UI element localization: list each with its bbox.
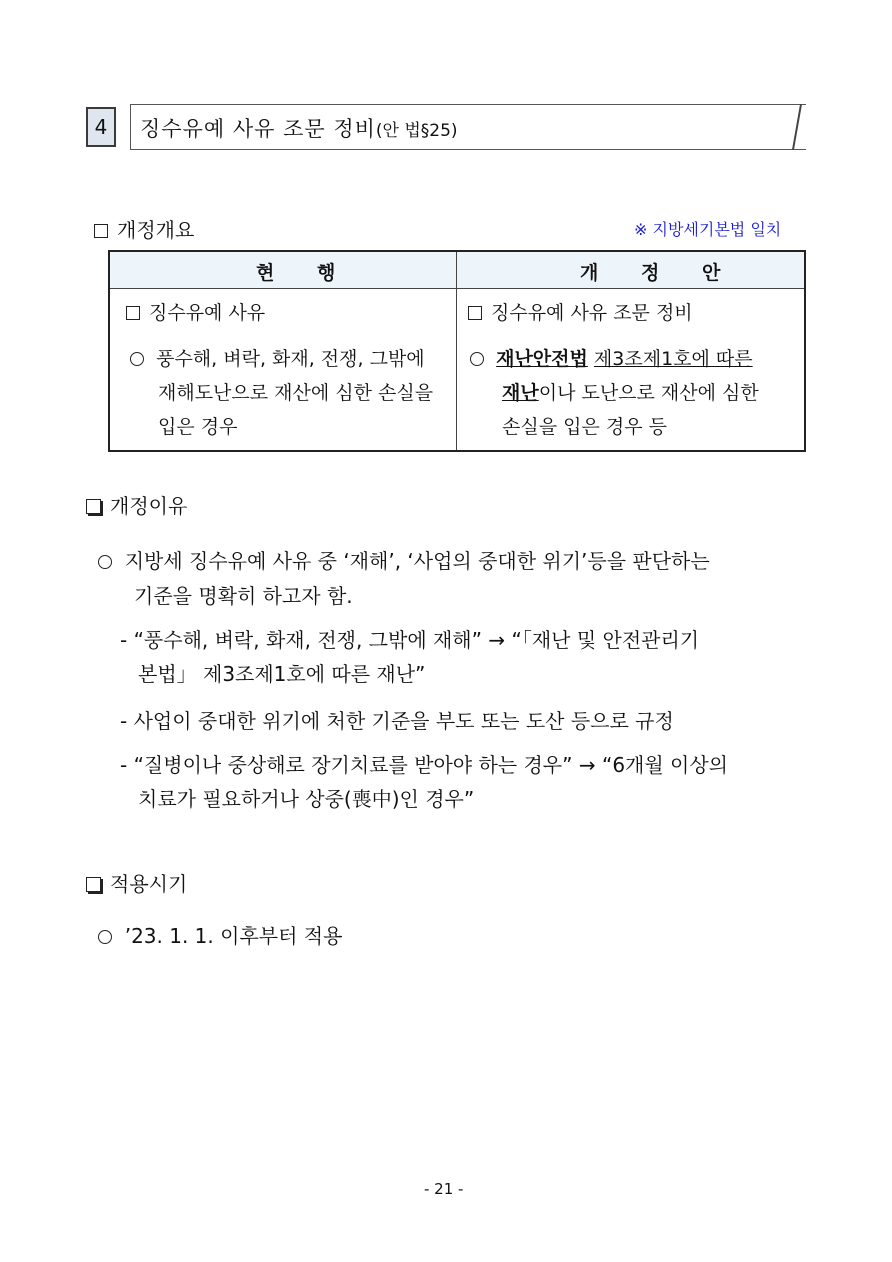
reason-point-line-2: 기준을 명확히 하고자 함. xyxy=(134,584,353,608)
current-line-3: 입은 경우 xyxy=(158,416,238,438)
section-heading-reason xyxy=(86,490,187,519)
consistency-note: ※ 지방세기본법 일치 xyxy=(634,220,782,239)
page-title xyxy=(140,113,458,143)
section-heading-text: 개정이유 xyxy=(110,494,188,518)
revised-item: 징수유예 사유 조문 정비 xyxy=(468,298,693,325)
current-item: 징수유예 사유 xyxy=(126,298,265,325)
circle-bullet-icon xyxy=(470,352,484,366)
circle-bullet-icon xyxy=(130,352,144,366)
reason-point-line-1: 지방세 징수유예 사유 중 ‘재해’, ‘사업의 중대한 위기’등을 판단하는 xyxy=(98,545,710,574)
section-heading-overview xyxy=(94,214,194,243)
square-bullet-icon xyxy=(86,499,101,514)
reason-dash-1-line-1: - “풍수해, 벼락, 화재, 전쟁, 그밖에 재해” → “「재난 및 안전관리기 xyxy=(120,628,700,652)
circle-bullet-icon xyxy=(98,930,112,944)
table-header-revised: 개 정 안 xyxy=(580,262,739,284)
reason-dash-3-line-2: 치료가 필요하거나 상중(喪中)인 경우” xyxy=(138,787,475,811)
revised-line-3: 손실을 입은 경우 등 xyxy=(502,416,667,438)
square-bullet-icon xyxy=(126,306,140,320)
reason-dash-2: - 사업이 중대한 위기에 처한 기준을 부도 또는 도산 등으로 규정 xyxy=(120,709,674,733)
title-main: 징수유예 사유 조문 정비 xyxy=(140,117,376,141)
square-bullet-icon xyxy=(468,306,482,320)
table-header-current: 현 행 xyxy=(256,262,354,284)
table-column-divider xyxy=(456,252,457,450)
section-heading-effective-date xyxy=(86,868,187,897)
square-bullet-icon xyxy=(86,877,101,892)
section-number: 4 xyxy=(94,115,108,139)
current-line-1: 풍수해, 벼락, 화재, 전쟁, 그밖에 xyxy=(130,344,425,371)
reason-dash-3-line-1: - “질병이나 중상해로 장기치료를 받아야 하는 경우” → “6개월 이상의 xyxy=(120,753,728,777)
current-line-2: 재해도난으로 재산에 심한 손실을 xyxy=(158,382,434,404)
reason-dash-1-line-2: 본법」 제3조제1호에 따른 재난” xyxy=(138,662,426,686)
revised-line-2: 재난이나 도난으로 재산에 심한 xyxy=(502,382,759,404)
revised-line-1: 재난안전법 제3조제1호에 따른 xyxy=(470,344,753,371)
effective-date-point: ’23. 1. 1. 이후부터 적용 xyxy=(98,920,342,949)
page-number: - 21 - xyxy=(424,1180,464,1198)
circle-bullet-icon xyxy=(98,555,112,569)
title-ref: (안 법§25) xyxy=(375,121,458,141)
section-number-box xyxy=(86,107,116,147)
square-bullet-icon xyxy=(94,224,108,238)
section-heading-text: 개정개요 xyxy=(117,218,195,242)
section-heading-text: 적용시기 xyxy=(110,872,188,896)
